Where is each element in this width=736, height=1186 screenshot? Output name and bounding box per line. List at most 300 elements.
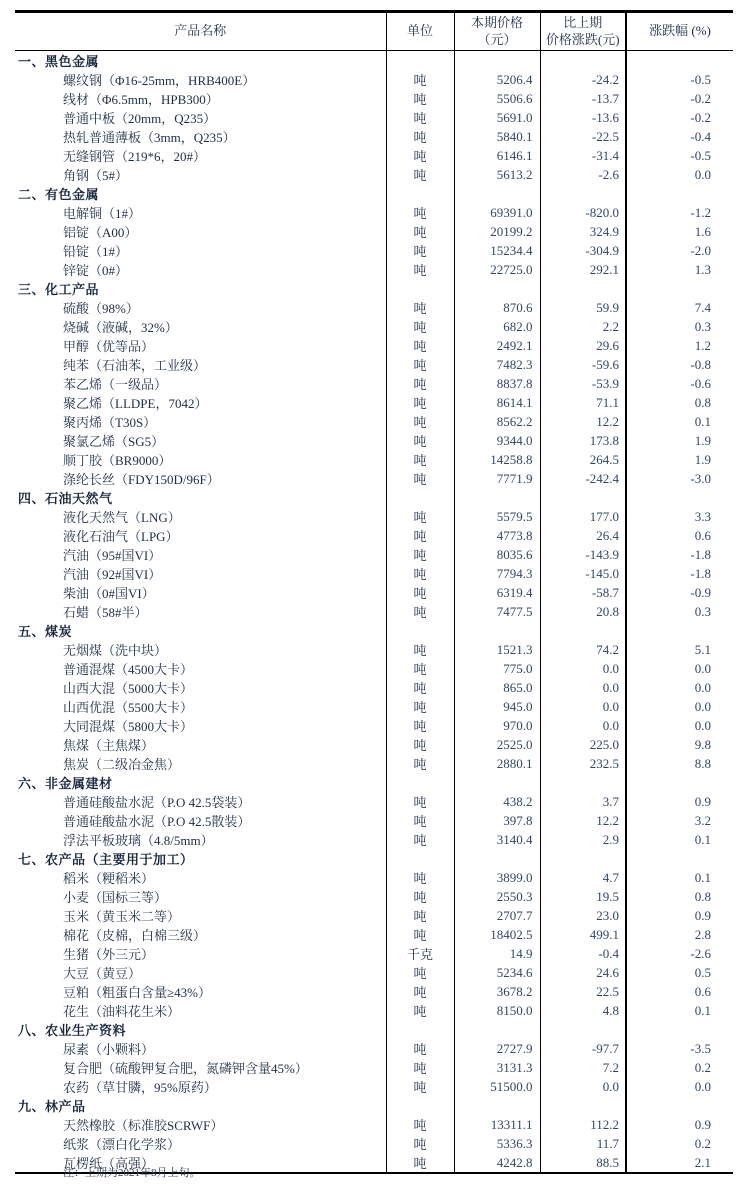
change-pct-cell: 0.9 <box>626 792 733 811</box>
price-change-cell: 11.7 <box>540 1134 626 1153</box>
product-row <box>15 963 733 982</box>
product-name-cell: 大同混煤（5800大卡） <box>63 719 194 734</box>
change-pct-cell: 0.8 <box>626 887 733 906</box>
category-unit-cell <box>386 1020 454 1039</box>
product-unit-cell: 吨 <box>386 241 454 260</box>
product-unit-cell: 吨 <box>386 583 454 602</box>
product-row <box>15 450 733 469</box>
product-row <box>15 1115 733 1134</box>
category-pct-cell <box>626 849 733 868</box>
product-name-cell: 普通硅酸盐水泥（P.O 42.5散装） <box>63 814 251 829</box>
category-unit-cell <box>386 773 454 792</box>
category-row <box>15 1096 733 1115</box>
category-unit-cell <box>386 1096 454 1115</box>
category-change-cell <box>540 621 626 640</box>
category-row <box>15 621 733 640</box>
product-unit-cell: 吨 <box>386 1001 454 1020</box>
product-name-cell: 液化天然气（LNG） <box>63 510 181 525</box>
product-unit-cell: 吨 <box>386 431 454 450</box>
product-name-cell: 焦炭（二级冶金焦） <box>63 757 181 772</box>
col-header-product-name: 产品名称 <box>15 12 386 51</box>
current-price-cell: 13311.1 <box>454 1115 540 1134</box>
product-unit-cell: 吨 <box>386 507 454 526</box>
price-change-cell: -22.5 <box>540 127 626 146</box>
price-change-cell: 74.2 <box>540 640 626 659</box>
product-unit-cell: 吨 <box>386 127 454 146</box>
change-pct-cell: -1.8 <box>626 564 733 583</box>
product-name-cell: 尿素（小颗料） <box>63 1042 155 1057</box>
product-name-cell: 锌锭（0#） <box>63 263 129 278</box>
change-pct-cell: 1.9 <box>626 431 733 450</box>
product-row <box>15 887 733 906</box>
product-row <box>15 564 733 583</box>
product-unit-cell: 吨 <box>386 1077 454 1096</box>
product-name-cell: 线材（Φ6.5mm，HPB300） <box>63 92 219 107</box>
category-title: 二、有色金属 <box>18 187 100 202</box>
product-name-cell: 涤纶长丝（FDY150D/96F） <box>63 472 220 487</box>
current-price-cell: 870.6 <box>454 298 540 317</box>
product-unit-cell: 吨 <box>386 868 454 887</box>
product-row <box>15 716 733 735</box>
product-unit-cell: 吨 <box>386 963 454 982</box>
current-price-cell: 22725.0 <box>454 260 540 279</box>
product-unit-cell: 吨 <box>386 545 454 564</box>
price-change-cell: 112.2 <box>540 1115 626 1134</box>
current-price-cell: 4242.8 <box>454 1153 540 1173</box>
product-row <box>15 925 733 944</box>
category-row <box>15 184 733 203</box>
product-row <box>15 735 733 754</box>
category-row <box>15 773 733 792</box>
product-row <box>15 830 733 849</box>
change-pct-cell: 0.0 <box>626 1077 733 1096</box>
product-unit-cell: 吨 <box>386 526 454 545</box>
change-pct-cell: 0.0 <box>626 678 733 697</box>
change-pct-cell: 0.0 <box>626 697 733 716</box>
product-row <box>15 108 733 127</box>
product-unit-cell: 吨 <box>386 1039 454 1058</box>
current-price-cell: 2525.0 <box>454 735 540 754</box>
price-change-cell: -2.6 <box>540 165 626 184</box>
product-unit-cell: 吨 <box>386 165 454 184</box>
category-unit-cell <box>386 849 454 868</box>
current-price-cell: 4773.8 <box>454 526 540 545</box>
change-pct-cell: -1.8 <box>626 545 733 564</box>
product-row <box>15 393 733 412</box>
product-unit-cell: 吨 <box>386 203 454 222</box>
product-name-cell: 大豆（黄豆） <box>63 966 142 981</box>
current-price-cell: 3131.3 <box>454 1058 540 1077</box>
price-change-cell: 19.5 <box>540 887 626 906</box>
product-unit-cell: 吨 <box>386 982 454 1001</box>
category-change-cell <box>540 1020 626 1039</box>
product-unit-cell: 吨 <box>386 450 454 469</box>
category-title: 七、农产品（主要用于加工） <box>18 852 194 867</box>
product-row <box>15 1039 733 1058</box>
product-name-cell: 汽油（95#国VI） <box>63 548 162 563</box>
category-unit-cell <box>386 279 454 298</box>
product-name-cell: 液化石油气（LPG） <box>63 529 179 544</box>
change-pct-cell: -2.6 <box>626 944 733 963</box>
price-change-cell: -242.4 <box>540 469 626 488</box>
change-pct-cell: 0.3 <box>626 602 733 621</box>
product-row <box>15 146 733 165</box>
product-unit-cell: 吨 <box>386 678 454 697</box>
product-unit-cell: 吨 <box>386 659 454 678</box>
product-unit-cell: 吨 <box>386 89 454 108</box>
price-change-cell: 499.1 <box>540 925 626 944</box>
product-row <box>15 754 733 773</box>
product-row <box>15 260 733 279</box>
price-change-cell: -145.0 <box>540 564 626 583</box>
current-price-cell: 8562.2 <box>454 412 540 431</box>
change-pct-cell: -0.5 <box>626 146 733 165</box>
current-price-cell: 7771.9 <box>454 469 540 488</box>
price-change-cell: 7.2 <box>540 1058 626 1077</box>
product-name-cell: 烧碱（液碱，32%） <box>63 320 178 335</box>
category-pct-cell <box>626 621 733 640</box>
price-change-cell: -820.0 <box>540 203 626 222</box>
product-name-cell: 汽油（92#国VI） <box>63 567 162 582</box>
product-name-cell: 顺丁胶（BR9000） <box>63 453 172 468</box>
product-name-cell: 普通硅酸盐水泥（P.O 42.5袋装） <box>63 795 251 810</box>
change-pct-cell: 0.0 <box>626 716 733 735</box>
product-unit-cell: 吨 <box>386 640 454 659</box>
price-change-cell: -13.6 <box>540 108 626 127</box>
product-unit-cell: 吨 <box>386 1058 454 1077</box>
current-price-cell: 1521.3 <box>454 640 540 659</box>
product-name-cell: 电解铜（1#） <box>63 206 142 221</box>
price-change-cell: -143.9 <box>540 545 626 564</box>
category-row <box>15 488 733 507</box>
product-row <box>15 374 733 393</box>
product-name-cell: 瓦楞纸（高强） <box>63 1156 155 1171</box>
price-change-cell: 0.0 <box>540 1077 626 1096</box>
change-pct-cell: 0.1 <box>626 830 733 849</box>
current-price-cell: 3678.2 <box>454 982 540 1001</box>
price-change-cell: -59.6 <box>540 355 626 374</box>
current-price-cell: 69391.0 <box>454 203 540 222</box>
product-name-cell: 铝锭（A00） <box>63 225 138 240</box>
product-name-cell: 柴油（0#国VI） <box>63 586 155 601</box>
product-name-cell: 生猪（外三元） <box>63 947 155 962</box>
product-name-cell: 棉花（皮棉，白棉三级） <box>63 928 207 943</box>
current-price-cell: 18402.5 <box>454 925 540 944</box>
product-row <box>15 1058 733 1077</box>
product-name-cell: 山西优混（5500大卡） <box>63 700 194 715</box>
price-change-cell: 2.2 <box>540 317 626 336</box>
col-header-price-change-line2: 价格涨跌(元) <box>545 31 620 47</box>
col-header-current-price-line1: 本期价格 <box>470 14 523 30</box>
product-row <box>15 678 733 697</box>
current-price-cell: 5691.0 <box>454 108 540 127</box>
product-name-cell: 小麦（国标三等） <box>63 890 168 905</box>
product-row <box>15 526 733 545</box>
category-title: 一、黑色金属 <box>18 54 100 69</box>
product-row <box>15 298 733 317</box>
price-change-cell: 292.1 <box>540 260 626 279</box>
category-pct-cell <box>626 1020 733 1039</box>
product-name-cell: 螺纹钢（Φ16-25mm，HRB400E） <box>63 73 256 88</box>
category-price-cell <box>454 184 540 203</box>
product-row <box>15 697 733 716</box>
price-change-cell: 0.0 <box>540 678 626 697</box>
price-change-cell: -58.7 <box>540 583 626 602</box>
change-pct-cell: 8.8 <box>626 754 733 773</box>
product-row <box>15 507 733 526</box>
current-price-cell: 7477.5 <box>454 602 540 621</box>
category-unit-cell <box>386 184 454 203</box>
price-change-cell: 0.0 <box>540 659 626 678</box>
product-unit-cell: 吨 <box>386 602 454 621</box>
change-pct-cell: 0.9 <box>626 1115 733 1134</box>
change-pct-cell: -0.2 <box>626 108 733 127</box>
category-pct-cell <box>626 488 733 507</box>
current-price-cell: 6319.4 <box>454 583 540 602</box>
product-name-cell: 农药（草甘膦，95%原药） <box>63 1080 217 1095</box>
change-pct-cell: 0.2 <box>626 1058 733 1077</box>
product-name-cell: 浮法平板玻璃（4.8/5mm） <box>63 833 214 848</box>
price-change-cell: -97.7 <box>540 1039 626 1058</box>
product-unit-cell: 吨 <box>386 697 454 716</box>
product-row <box>15 1001 733 1020</box>
footnote: 注：上期为2021年8月上旬。 <box>63 1167 201 1179</box>
price-change-cell: 20.8 <box>540 602 626 621</box>
current-price-cell: 14258.8 <box>454 450 540 469</box>
change-pct-cell: -0.8 <box>626 355 733 374</box>
change-pct-cell: 0.1 <box>626 1001 733 1020</box>
change-pct-cell: 0.0 <box>626 165 733 184</box>
product-unit-cell: 吨 <box>386 412 454 431</box>
product-name-cell: 豆粕（粗蛋白含量≥43%） <box>63 985 211 1000</box>
change-pct-cell: -0.9 <box>626 583 733 602</box>
price-change-cell: 59.9 <box>540 298 626 317</box>
current-price-cell: 5840.1 <box>454 127 540 146</box>
current-price-cell: 9344.0 <box>454 431 540 450</box>
product-name-cell: 甲醇（优等品） <box>63 339 155 354</box>
price-change-cell: 232.5 <box>540 754 626 773</box>
current-price-cell: 945.0 <box>454 697 540 716</box>
price-change-cell: 264.5 <box>540 450 626 469</box>
category-pct-cell <box>626 279 733 298</box>
change-pct-cell: 0.2 <box>626 1134 733 1153</box>
category-change-cell <box>540 773 626 792</box>
price-change-cell: 2.9 <box>540 830 626 849</box>
category-change-cell <box>540 1096 626 1115</box>
category-row <box>15 1020 733 1039</box>
product-name-cell: 石蜡（58#半） <box>63 605 148 620</box>
category-unit-cell <box>386 488 454 507</box>
product-row <box>15 811 733 830</box>
product-unit-cell: 吨 <box>386 355 454 374</box>
category-title: 八、农业生产资料 <box>18 1023 127 1038</box>
product-unit-cell: 吨 <box>386 222 454 241</box>
category-unit-cell <box>386 621 454 640</box>
category-price-cell <box>454 279 540 298</box>
product-row <box>15 792 733 811</box>
current-price-cell: 20199.2 <box>454 222 540 241</box>
change-pct-cell: -3.5 <box>626 1039 733 1058</box>
price-table-header <box>15 12 733 51</box>
category-change-cell <box>540 184 626 203</box>
price-change-cell: 22.5 <box>540 982 626 1001</box>
change-pct-cell: 0.8 <box>626 393 733 412</box>
product-name-cell: 聚氯乙烯（SG5） <box>63 434 165 449</box>
product-row <box>15 1077 733 1096</box>
product-name-cell: 山西大混（5000大卡） <box>63 681 194 696</box>
current-price-cell: 2550.3 <box>454 887 540 906</box>
current-price-cell: 775.0 <box>454 659 540 678</box>
product-name-cell: 铅锭（1#） <box>63 244 129 259</box>
product-row <box>15 412 733 431</box>
product-row <box>15 241 733 260</box>
product-row <box>15 944 733 963</box>
category-price-cell <box>454 849 540 868</box>
price-change-cell: 29.6 <box>540 336 626 355</box>
product-row <box>15 1134 733 1153</box>
product-row <box>15 89 733 108</box>
product-name-cell: 角钢（5#） <box>63 168 129 183</box>
price-change-cell: 12.2 <box>540 811 626 830</box>
price-change-cell: -0.4 <box>540 944 626 963</box>
category-change-cell <box>540 51 626 71</box>
product-name-cell: 无烟煤（洗中块） <box>63 643 168 658</box>
change-pct-cell: 0.9 <box>626 906 733 925</box>
current-price-cell: 8150.0 <box>454 1001 540 1020</box>
current-price-cell: 970.0 <box>454 716 540 735</box>
price-table-body <box>15 51 733 1174</box>
change-pct-cell: -0.4 <box>626 127 733 146</box>
price-change-cell: -24.2 <box>540 70 626 89</box>
category-price-cell <box>454 773 540 792</box>
current-price-cell: 2727.9 <box>454 1039 540 1058</box>
current-price-cell: 5234.6 <box>454 963 540 982</box>
change-pct-cell: 3.3 <box>626 507 733 526</box>
change-pct-cell: 0.1 <box>626 412 733 431</box>
current-price-cell: 865.0 <box>454 678 540 697</box>
category-pct-cell <box>626 773 733 792</box>
category-title: 四、石油天然气 <box>18 491 113 506</box>
product-unit-cell: 吨 <box>386 735 454 754</box>
current-price-cell: 2707.7 <box>454 906 540 925</box>
product-unit-cell: 吨 <box>386 906 454 925</box>
change-pct-cell: 0.6 <box>626 982 733 1001</box>
price-change-cell: 173.8 <box>540 431 626 450</box>
current-price-cell: 8837.8 <box>454 374 540 393</box>
current-price-cell: 5336.3 <box>454 1134 540 1153</box>
product-name-cell: 稻米（粳稻米） <box>63 871 155 886</box>
category-pct-cell <box>626 51 733 71</box>
change-pct-cell: -0.2 <box>626 89 733 108</box>
category-unit-cell <box>386 51 454 71</box>
current-price-cell: 51500.0 <box>454 1077 540 1096</box>
price-change-cell: -53.9 <box>540 374 626 393</box>
change-pct-cell: -1.2 <box>626 203 733 222</box>
category-pct-cell <box>626 184 733 203</box>
product-row <box>15 222 733 241</box>
change-pct-cell: 3.2 <box>626 811 733 830</box>
product-row <box>15 203 733 222</box>
change-pct-cell: 1.9 <box>626 450 733 469</box>
category-row <box>15 849 733 868</box>
col-header-current-price <box>454 12 540 51</box>
change-pct-cell: -3.0 <box>626 469 733 488</box>
price-table <box>15 10 733 1174</box>
price-change-cell: 0.0 <box>540 716 626 735</box>
price-change-cell: 12.2 <box>540 412 626 431</box>
current-price-cell: 14.9 <box>454 944 540 963</box>
product-name-cell: 天然橡胶（标准胶SCRWF） <box>63 1118 224 1133</box>
current-price-cell: 682.0 <box>454 317 540 336</box>
price-change-cell: 71.1 <box>540 393 626 412</box>
product-unit-cell: 吨 <box>386 887 454 906</box>
price-change-cell: 324.9 <box>540 222 626 241</box>
product-name-cell: 无缝钢管（219*6，20#） <box>63 149 207 164</box>
product-name-cell: 普通混煤（4500大卡） <box>63 662 194 677</box>
category-price-cell <box>454 51 540 71</box>
price-change-cell: 3.7 <box>540 792 626 811</box>
current-price-cell: 5506.6 <box>454 89 540 108</box>
change-pct-cell: 0.5 <box>626 963 733 982</box>
product-unit-cell: 吨 <box>386 336 454 355</box>
product-row <box>15 336 733 355</box>
col-header-price-change-line1: 比上期 <box>563 14 603 30</box>
category-price-cell <box>454 1020 540 1039</box>
current-price-cell: 5206.4 <box>454 70 540 89</box>
product-row <box>15 355 733 374</box>
price-change-cell: -13.7 <box>540 89 626 108</box>
product-unit-cell: 吨 <box>386 1153 454 1173</box>
change-pct-cell: 9.8 <box>626 735 733 754</box>
category-price-cell <box>454 1096 540 1115</box>
category-price-cell <box>454 621 540 640</box>
change-pct-cell: 7.4 <box>626 298 733 317</box>
product-unit-cell: 吨 <box>386 146 454 165</box>
price-change-cell: 23.0 <box>540 906 626 925</box>
change-pct-cell: -2.0 <box>626 241 733 260</box>
category-row <box>15 51 733 71</box>
product-unit-cell: 吨 <box>386 469 454 488</box>
product-name-cell: 焦煤（主焦煤） <box>63 738 155 753</box>
current-price-cell: 2492.1 <box>454 336 540 355</box>
current-price-cell: 6146.1 <box>454 146 540 165</box>
product-row <box>15 127 733 146</box>
product-unit-cell: 吨 <box>386 811 454 830</box>
category-row <box>15 279 733 298</box>
product-row <box>15 602 733 621</box>
product-row <box>15 906 733 925</box>
current-price-cell: 7794.3 <box>454 564 540 583</box>
product-unit-cell: 吨 <box>386 260 454 279</box>
product-row <box>15 868 733 887</box>
product-name-cell: 热轧普通薄板（3mm，Q235） <box>63 130 236 145</box>
current-price-cell: 2880.1 <box>454 754 540 773</box>
category-pct-cell <box>626 1096 733 1115</box>
category-title: 三、化工产品 <box>18 282 100 297</box>
product-name-cell: 玉米（黄玉米二等） <box>63 909 181 924</box>
header-row <box>15 12 733 51</box>
current-price-cell: 8035.6 <box>454 545 540 564</box>
product-row <box>15 640 733 659</box>
product-row <box>15 70 733 89</box>
current-price-cell: 5579.5 <box>454 507 540 526</box>
product-name-cell: 聚丙烯（T30S） <box>63 415 157 430</box>
product-unit-cell: 吨 <box>386 754 454 773</box>
product-name-cell: 纯苯（石油苯，工业级） <box>63 358 207 373</box>
product-name-cell: 硫酸（98%） <box>63 301 139 316</box>
product-row <box>15 545 733 564</box>
price-change-cell: 4.7 <box>540 868 626 887</box>
